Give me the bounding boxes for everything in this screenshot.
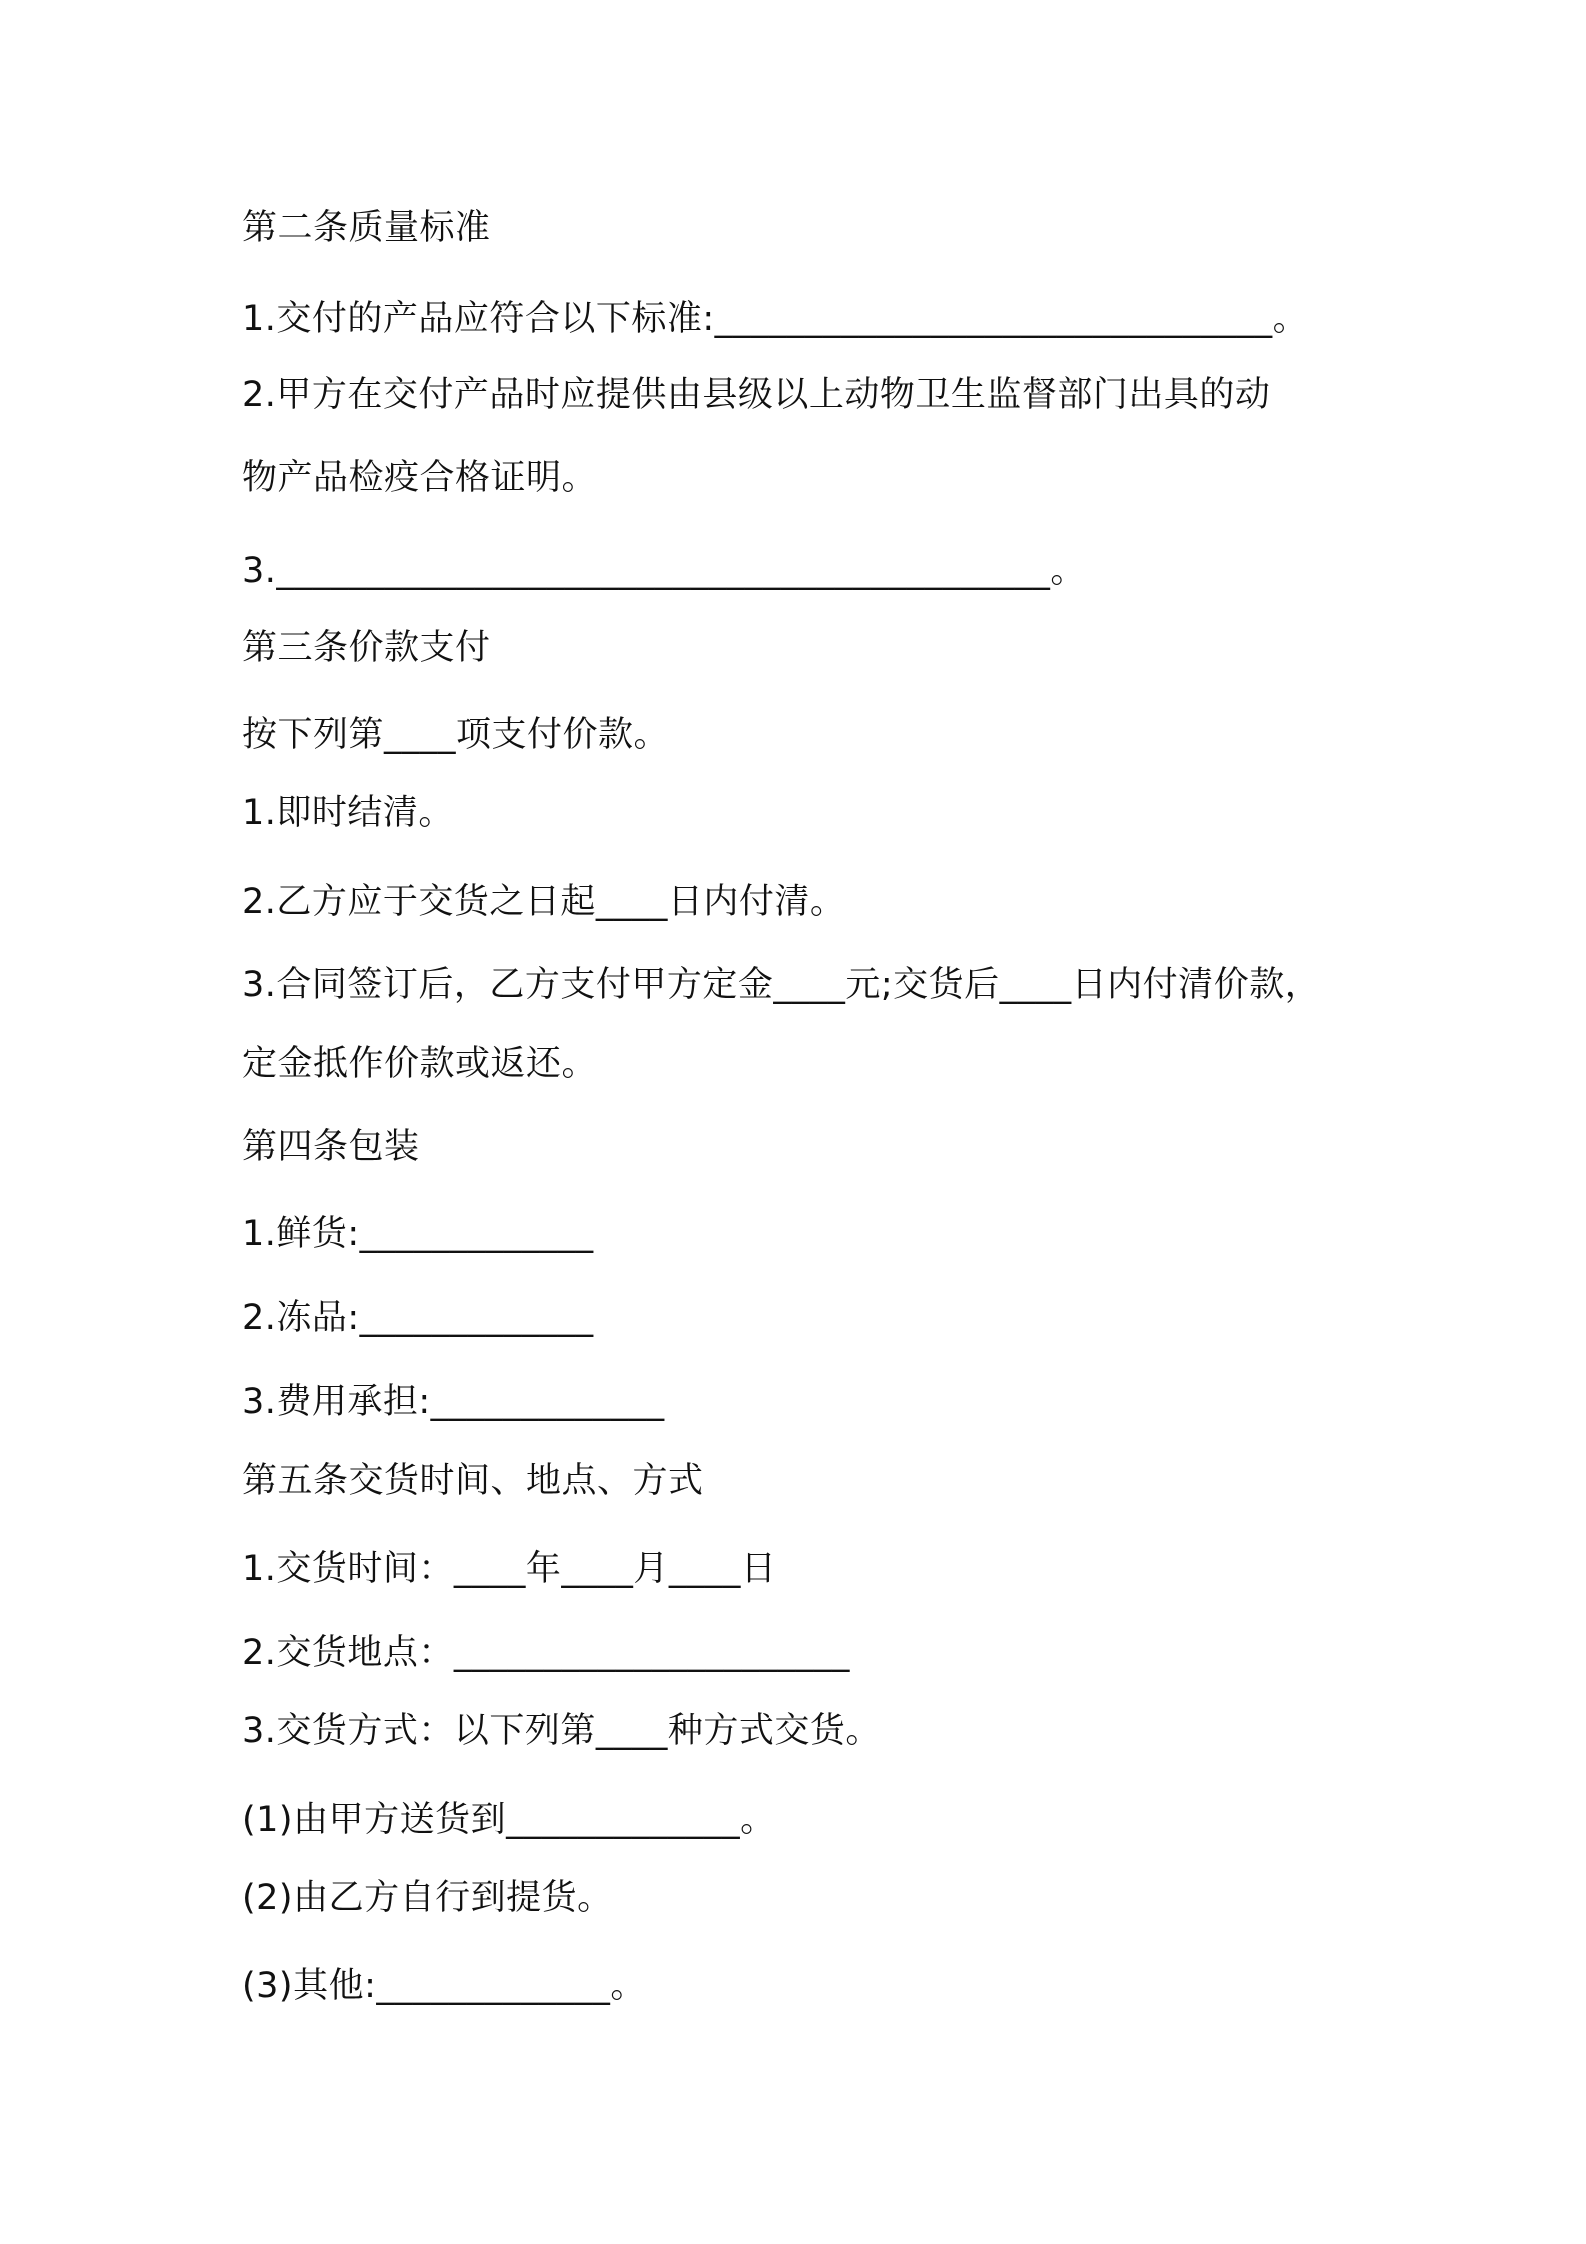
- packaging-clause-3: 3.费用承担:_____________: [242, 1382, 665, 1422]
- payment-clause-3-continued: 定金抵作价款或返还。: [242, 1044, 598, 1084]
- payment-clause-1: 1.即时结清。: [242, 793, 454, 833]
- delivery-option-2: (2)由乙方自行到提货。: [242, 1878, 613, 1918]
- section-heading-payment: 第三条价款支付: [242, 628, 491, 668]
- packaging-clause-1: 1.鲜货:_____________: [242, 1214, 594, 1254]
- packaging-clause-2: 2.冻品:_____________: [242, 1298, 594, 1338]
- payment-clause-2: 2.乙方应于交货之日起____日内付清。: [242, 882, 846, 922]
- delivery-clause-3: 3.交货方式：以下列第____种方式交货。: [242, 1711, 881, 1751]
- section-heading-quality: 第二条质量标准: [242, 208, 491, 248]
- delivery-option-1: (1)由甲方送货到_____________。: [242, 1800, 776, 1840]
- delivery-clause-1: 1.交货时间：____年____月____日: [242, 1549, 777, 1589]
- delivery-option-3: (3)其他:_____________。: [242, 1966, 646, 2006]
- quality-clause-2-continued: 物产品检疫合格证明。: [242, 458, 598, 498]
- delivery-clause-2: 2.交货地点：______________________: [242, 1633, 850, 1673]
- quality-clause-1: 1.交付的产品应符合以下标准:_______________________________。: [242, 299, 1309, 339]
- section-heading-delivery: 第五条交货时间、地点、方式: [242, 1461, 704, 1501]
- quality-clause-2: 2.甲方在交付产品时应提供由县级以上动物卫生监督部门出具的动: [242, 375, 1271, 415]
- section-heading-packaging: 第四条包装: [242, 1127, 420, 1167]
- quality-clause-3: 3.___________________________________________。: [242, 551, 1086, 591]
- payment-intro: 按下列第____项支付价款。: [242, 715, 670, 755]
- payment-clause-3: 3.合同签订后，乙方支付甲方定金____元;交货后____日内付清价款，: [242, 965, 1321, 1005]
